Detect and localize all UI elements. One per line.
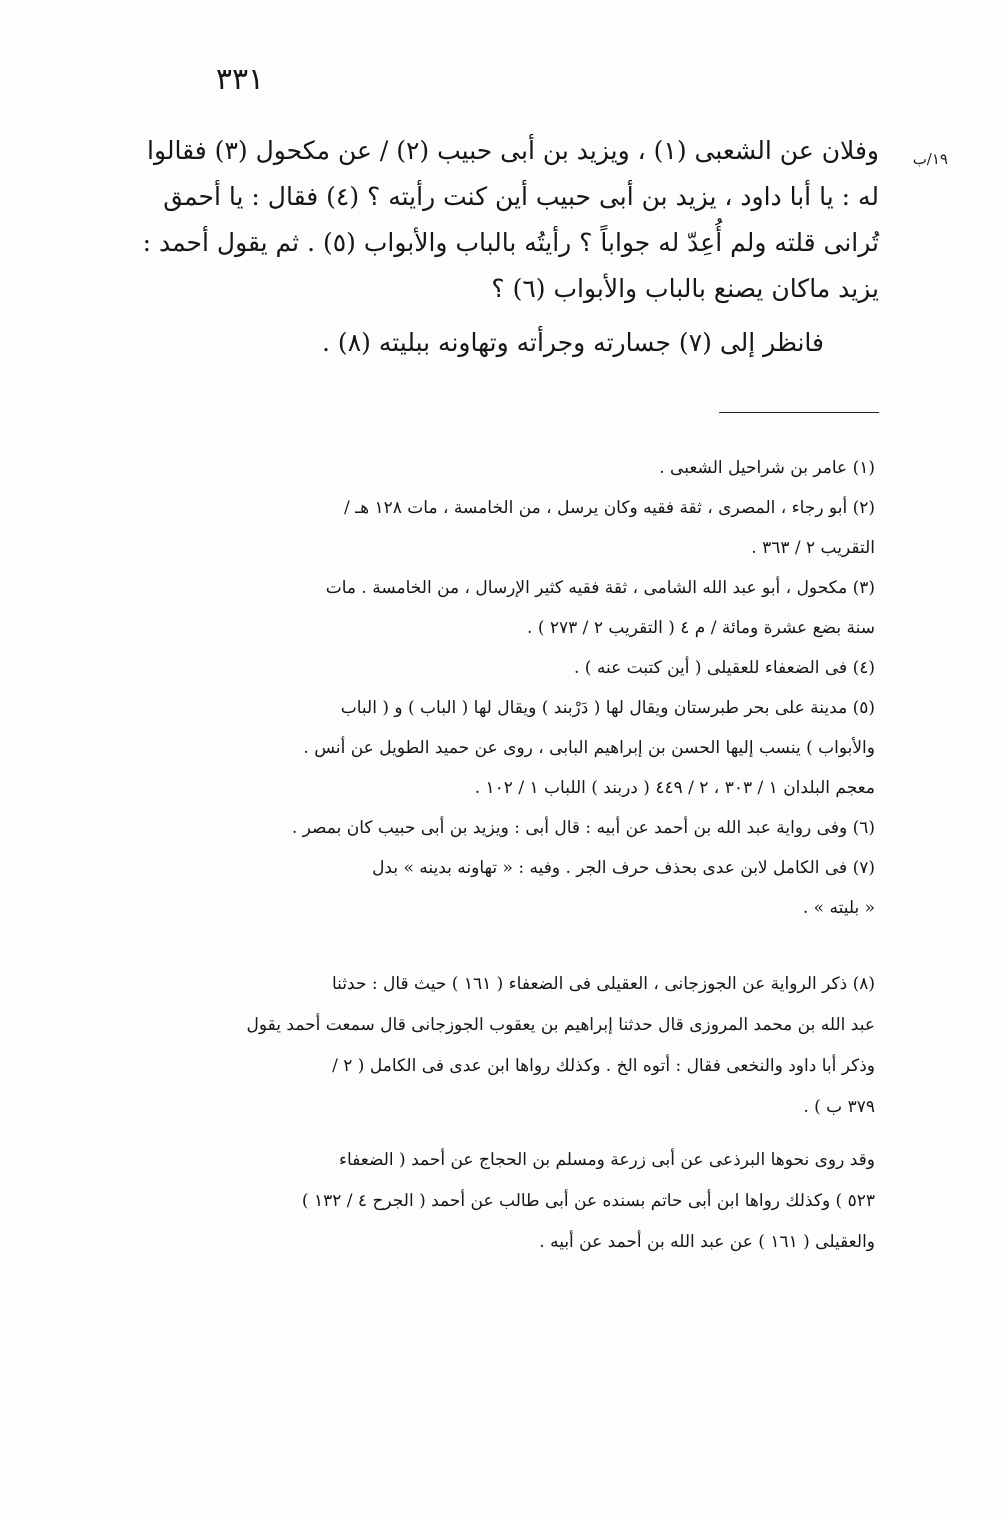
footnote-line: ٣٧٩ ب ) . xyxy=(803,1097,875,1117)
paragraph-gap xyxy=(185,1128,875,1140)
footnote-line: « بليته » . xyxy=(802,898,875,918)
footnote-separator xyxy=(719,412,879,413)
page-number: ٣٣١ xyxy=(215,62,265,97)
main-text-paragraph-2: فانظر إلى (٧) جسارته وجرأته وتهاونه ببليته (٨) . xyxy=(322,328,824,357)
main-text-line: له : يا أبا داود ، يزيد بن أبى حبيب أين كنت رأيته ؟ (٤) فقال : يا أحمق xyxy=(163,182,879,211)
footnote-line: سنة بضع عشرة ومائة / م ٤ ( التقريب ٢ / ٢٧٣ ) . xyxy=(527,618,875,638)
main-text-line: يزيد ماكان يصنع بالباب والأبواب (٦) ؟ xyxy=(491,274,879,303)
footnote-line: عبد الله بن محمد المروزى قال حدثنا إبراهيم بن يعقوب الجوزجانى قال سمعت أحمد يقول xyxy=(246,1015,875,1035)
footnote-line: وذكر أبا داود والنخعى فقال : أتوه الخ . وكذلك رواها ابن عدى فى الكامل ( ٢ / xyxy=(332,1056,875,1076)
extra-notes xyxy=(185,964,875,1263)
footnote-6 xyxy=(185,808,875,848)
footnote-3 xyxy=(185,568,875,648)
footnote-line: (٨) ذكر الرواية عن الجوزجانى ، العقيلى فى الضعفاء ( ١٦١ ) حيث قال : حدثنا xyxy=(331,974,875,994)
footnote-line: (٢) أبو رجاء ، المصرى ، ثقة فقيه وكان يرسل ، من الخامسة ، مات ١٢٨ هـ / xyxy=(344,498,875,518)
footnote-line: ٥٢٣ ) وكذلك رواها ابن أبى حاتم بسنده عن أبى طالب عن أحمد ( الجرح ٤ / ١٣٢ ) xyxy=(301,1191,875,1211)
footnote-line: (٦) وفى رواية عبد الله بن أحمد عن أبيه : قال أبى : ويزيد بن أبى حبيب كان بمصر . xyxy=(291,818,875,838)
footnotes xyxy=(185,448,875,928)
footnote-line: وقد روى نحوها البرذعى عن أبى زرعة ومسلم بن الحجاج عن أحمد ( الضعفاء xyxy=(339,1150,875,1170)
footnote-line: التقريب ٢ / ٣٦٣ . xyxy=(751,538,875,558)
footnote-7 xyxy=(185,848,875,928)
main-text-line: وفلان عن الشعبى (١) ، ويزيد بن أبى حبيب (٢) / عن مكحول (٣) فقالوا xyxy=(147,136,879,165)
footnote-line: (١) عامر بن شراحيل الشعبى . xyxy=(659,458,875,478)
footnote-line: (٧) فى الكامل لابن عدى بحذف حرف الجر . وفيه : « تهاونه بدينه » بدل xyxy=(372,858,875,878)
footnote-8-continuation xyxy=(185,1140,875,1263)
footnote-line: (٣) مكحول ، أبو عبد الله الشامى ، ثقة فقيه كثير الإرسال ، من الخامسة . مات xyxy=(325,578,875,598)
footnote-line: والأبواب ) ينسب إليها الحسن بن إبراهيم البابى ، روى عن حميد الطويل عن أنس . xyxy=(303,738,875,758)
margin-folio-note: ١٩/ب xyxy=(912,150,948,168)
footnote-1 xyxy=(185,448,875,488)
footnote-2 xyxy=(185,488,875,568)
footnote-line: (٥) مدينة على بحر طبرستان ويقال لها ( دَرْبند ) ويقال لها ( الباب ) و ( الباب xyxy=(340,698,875,718)
footnote-line: معجم البلدان ١ / ٣٠٣ ، ٢ / ٤٤٩ ( دربند ) اللباب ١ / ١٠٢ . xyxy=(474,778,875,798)
footnote-8 xyxy=(185,964,875,1128)
footnote-line: (٤) فى الضعفاء للعقيلى ( أين كتبت عنه ) . xyxy=(574,658,875,678)
main-text-line: تُرانى قلته ولم أُعِدّ له جواباً ؟ رأيتُه بالباب والأبواب (٥) . ثم يقول أحمد : xyxy=(142,228,879,257)
footnote-4 xyxy=(185,648,875,688)
footnote-line: والعقيلى ( ١٦١ ) عن عبد الله بن أحمد عن أبيه . xyxy=(539,1232,875,1252)
main-text xyxy=(101,128,879,366)
footnote-5 xyxy=(185,688,875,808)
